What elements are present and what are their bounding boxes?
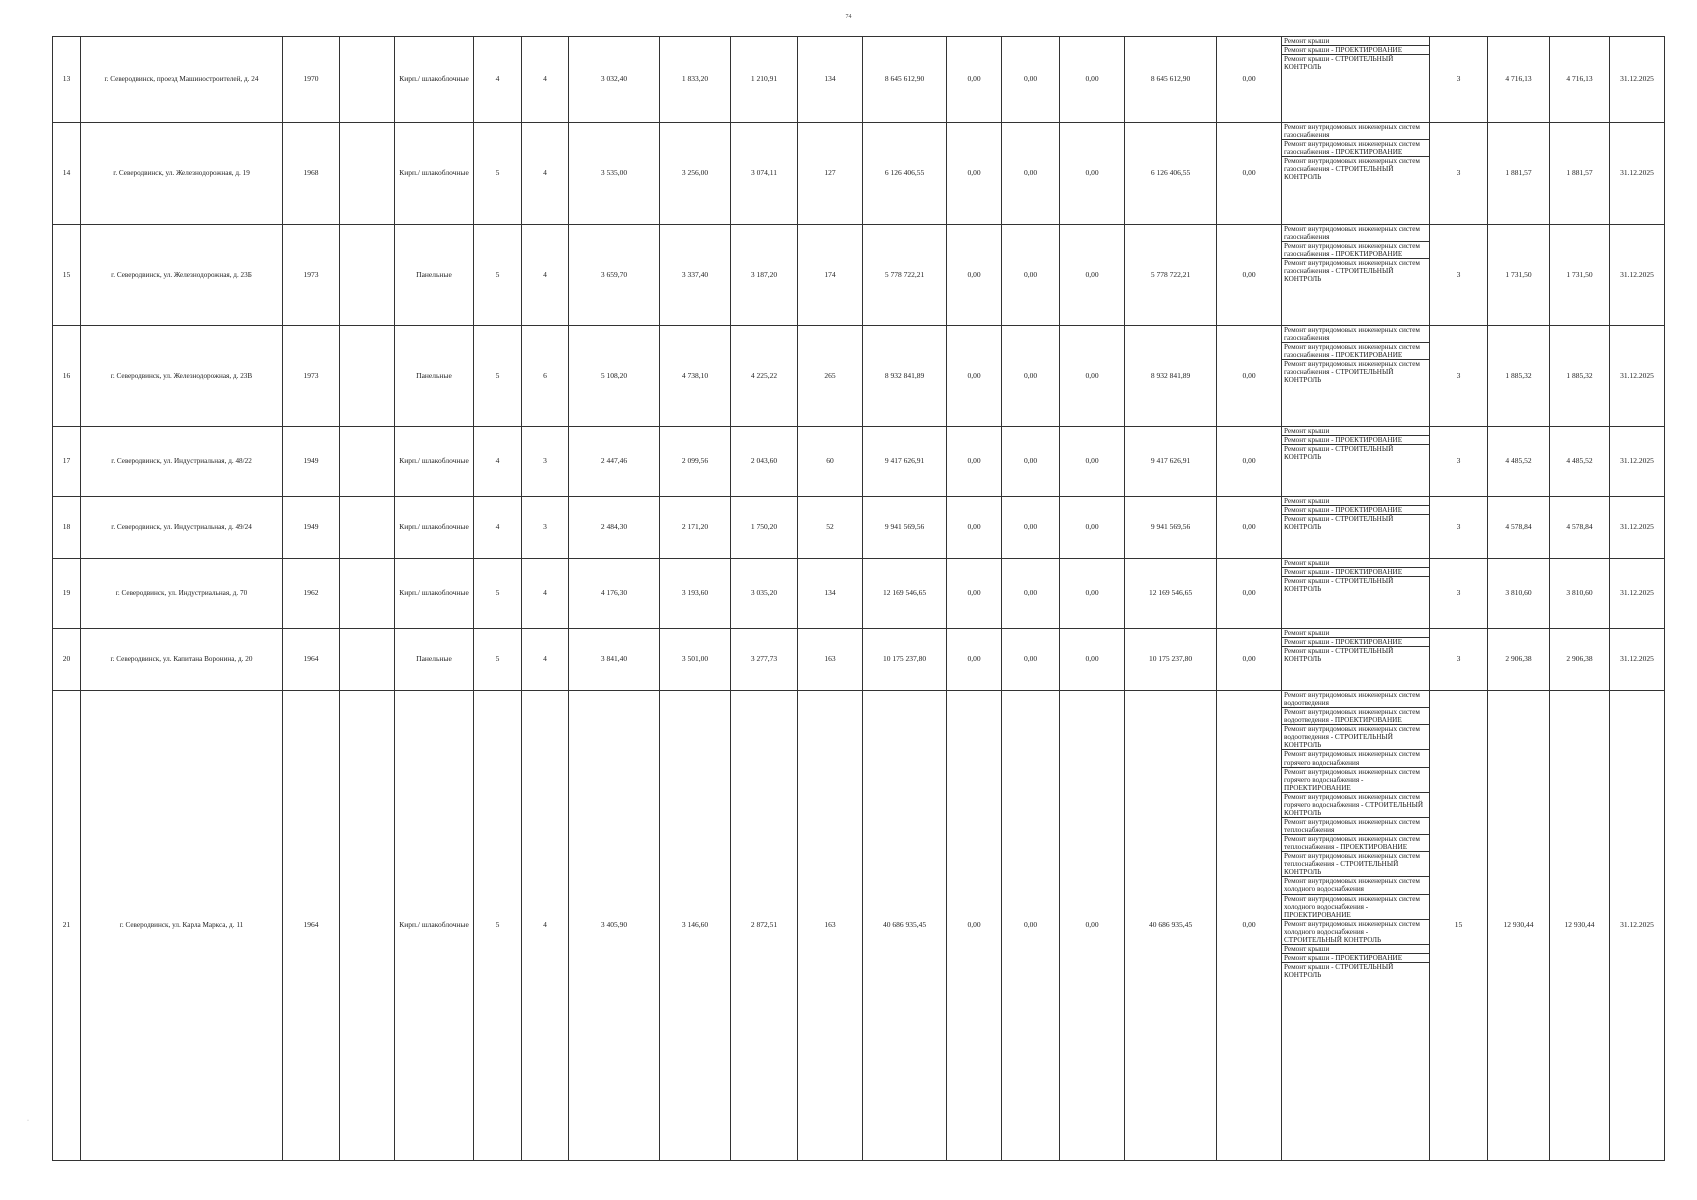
wall-material-cell: Панельные: [395, 225, 474, 326]
fund-owners-cell: 8 932 841,89: [1125, 326, 1217, 427]
fund-2-cell: 0,00: [1002, 225, 1060, 326]
fund-3-cell: 0,00: [1060, 225, 1125, 326]
area-living-cell: 3 193,60: [660, 559, 731, 629]
works-cell: [1282, 225, 1430, 326]
cost-total-cell: 12 169 546,65: [863, 559, 947, 629]
address-cell: г. Северодвинск, ул. Железнодорожная, д. 23Б: [81, 225, 283, 326]
work-item: Ремонт крыши - СТРОИТЕЛЬНЫЙ КОНТРОЛЬ: [1284, 515, 1394, 532]
residents-cell: 52: [798, 497, 863, 559]
year-built-cell: 1962: [283, 559, 340, 629]
work-item: Ремонт крыши - СТРОИТЕЛЬНЫЙ КОНТРОЛЬ: [1284, 577, 1394, 594]
floors-cell: 4: [474, 37, 522, 123]
unit-cost-cell: 4 716,13: [1488, 37, 1550, 123]
address-cell: г. Северодвинск, ул. Индустриальная, д. 70: [81, 559, 283, 629]
page-number: 74: [845, 14, 852, 20]
work-item: Ремонт внутридомовых инженерных систем холодного водоснабжения - ПРОЕКТИРОВАНИЕ: [1282, 894, 1429, 919]
fund-1-cell: 0,00: [947, 559, 1002, 629]
unit-cost-max-cell: 1 731,50: [1550, 225, 1610, 326]
work-item: Ремонт крыши - СТРОИТЕЛЬНЫЙ КОНТРОЛЬ: [1284, 55, 1394, 72]
work-item: Ремонт внутридомовых инженерных систем горячего водоснабжения - СТРОИТЕЛЬНЫЙ КОНТРОЛЬ: [1282, 792, 1429, 817]
unit-cost-cell: 2 906,38: [1488, 629, 1550, 691]
floors-cell: 5: [474, 123, 522, 225]
work-item: Ремонт крыши - СТРОИТЕЛЬНЫЙ КОНТРОЛЬ: [1284, 647, 1394, 664]
area-residential-cell: 1 210,91: [731, 37, 798, 123]
row-number: 17: [53, 427, 81, 497]
area-total-cell: 3 841,40: [569, 629, 660, 691]
year-built-cell: 1973: [283, 326, 340, 427]
work-item: Ремонт внутридомовых инженерных систем газоснабжения: [1282, 225, 1429, 242]
table-row: [53, 326, 1665, 427]
address-cell: г. Северодвинск, ул. Капитана Воронина, д. 20: [81, 629, 283, 691]
area-total-cell: 3 659,70: [569, 225, 660, 326]
fund-2-cell: 0,00: [1002, 427, 1060, 497]
area-residential-cell: 2 043,60: [731, 427, 798, 497]
cost-total-cell: 9 941 569,56: [863, 497, 947, 559]
unit-cost-cell: 1 885,32: [1488, 326, 1550, 427]
unit-cost-cell: 12 930,44: [1488, 691, 1550, 1161]
works-list: [1282, 427, 1429, 461]
year-built-cell: 1968: [283, 123, 340, 225]
fund-1-cell: 0,00: [947, 691, 1002, 1161]
work-item: Ремонт крыши: [1282, 629, 1429, 638]
works-cell: [1282, 629, 1430, 691]
floors-cell: 5: [474, 326, 522, 427]
fund-other-cell: 0,00: [1217, 225, 1282, 326]
fund-3-cell: 0,00: [1060, 37, 1125, 123]
floors-cell: 5: [474, 691, 522, 1161]
row-number: 13: [53, 37, 81, 123]
work-item: Ремонт внутридомовых инженерных систем газоснабжения: [1282, 123, 1429, 140]
works-list: [1282, 629, 1429, 663]
floors-cell: 4: [474, 427, 522, 497]
fund-1-cell: 0,00: [947, 427, 1002, 497]
year-empty-cell: [340, 629, 395, 691]
work-item: Ремонт крыши: [1282, 37, 1429, 46]
row-number: 18: [53, 497, 81, 559]
fund-3-cell: 0,00: [1060, 326, 1125, 427]
address-cell: г. Северодвинск, ул. Индустриальная, д. 48/22: [81, 427, 283, 497]
deadline-cell: 31.12.2025: [1610, 123, 1665, 225]
residents-cell: 163: [798, 691, 863, 1161]
works-cell: [1282, 559, 1430, 629]
deadline-cell: 31.12.2025: [1610, 427, 1665, 497]
works-list: [1282, 225, 1429, 283]
work-item: Ремонт внутридомовых инженерных систем теплоснабжения - ПРОЕКТИРОВАНИЕ: [1282, 835, 1429, 852]
wall-material-cell: Кирп./ шлакоблочные: [395, 123, 474, 225]
work-item: Ремонт внутридомовых инженерных систем газоснабжения - ПРОЕКТИРОВАНИЕ: [1282, 140, 1429, 157]
entrances-cell: 3: [522, 427, 569, 497]
unit-cost-max-cell: 4 716,13: [1550, 37, 1610, 123]
work-item: Ремонт крыши - ПРОЕКТИРОВАНИЕ: [1282, 46, 1429, 55]
works-count-cell: 3: [1430, 427, 1488, 497]
work-item: Ремонт внутридомовых инженерных систем горячего водоснабжения: [1282, 750, 1429, 767]
area-living-cell: 3 146,60: [660, 691, 731, 1161]
row-number: 20: [53, 629, 81, 691]
wall-material-cell: Кирп./ шлакоблочные: [395, 691, 474, 1161]
year-empty-cell: [340, 225, 395, 326]
cost-total-cell: 10 175 237,80: [863, 629, 947, 691]
work-item: Ремонт внутридомовых инженерных систем газоснабжения - ПРОЕКТИРОВАНИЕ: [1282, 343, 1429, 360]
works-list: [1282, 497, 1429, 531]
work-item: Ремонт внутридомовых инженерных систем газоснабжения - ПРОЕКТИРОВАНИЕ: [1282, 242, 1429, 259]
area-residential-cell: 3 187,20: [731, 225, 798, 326]
fund-owners-cell: 5 778 722,21: [1125, 225, 1217, 326]
work-item: Ремонт внутридомовых инженерных систем газоснабжения - СТРОИТЕЛЬНЫЙ КОНТРОЛЬ: [1284, 157, 1420, 182]
deadline-cell: 31.12.2025: [1610, 691, 1665, 1161]
fund-other-cell: 0,00: [1217, 691, 1282, 1161]
fund-owners-cell: 9 941 569,56: [1125, 497, 1217, 559]
fund-1-cell: 0,00: [947, 629, 1002, 691]
fund-other-cell: 0,00: [1217, 123, 1282, 225]
fund-2-cell: 0,00: [1002, 629, 1060, 691]
table-row: [53, 37, 1665, 123]
entrances-cell: 4: [522, 559, 569, 629]
work-item: Ремонт крыши - СТРОИТЕЛЬНЫЙ КОНТРОЛЬ: [1284, 445, 1394, 462]
unit-cost-cell: 1 731,50: [1488, 225, 1550, 326]
address-cell: г. Северодвинск, ул. Железнодорожная, д. 19: [81, 123, 283, 225]
fund-1-cell: 0,00: [947, 497, 1002, 559]
cost-total-cell: 6 126 406,55: [863, 123, 947, 225]
residents-cell: 134: [798, 559, 863, 629]
year-empty-cell: [340, 37, 395, 123]
year-built-cell: 1964: [283, 691, 340, 1161]
work-item: Ремонт крыши: [1282, 559, 1429, 568]
work-item: Ремонт крыши - ПРОЕКТИРОВАНИЕ: [1282, 568, 1429, 577]
area-residential-cell: 1 750,20: [731, 497, 798, 559]
area-total-cell: 4 176,30: [569, 559, 660, 629]
fund-owners-cell: 6 126 406,55: [1125, 123, 1217, 225]
area-living-cell: 1 833,20: [660, 37, 731, 123]
address-cell: г. Северодвинск, ул. Индустриальная, д. 49/24: [81, 497, 283, 559]
area-total-cell: 2 447,46: [569, 427, 660, 497]
works-count-cell: 3: [1430, 37, 1488, 123]
table-row: [53, 497, 1665, 559]
area-total-cell: 2 484,30: [569, 497, 660, 559]
area-living-cell: 3 337,40: [660, 225, 731, 326]
works-count-cell: 3: [1430, 497, 1488, 559]
work-item: Ремонт внутридомовых инженерных систем водоотведения - ПРОЕКТИРОВАНИЕ: [1282, 708, 1429, 725]
year-built-cell: 1949: [283, 497, 340, 559]
unit-cost-max-cell: 1 885,32: [1550, 326, 1610, 427]
unit-cost-cell: 4 485,52: [1488, 427, 1550, 497]
table-row: [53, 559, 1665, 629]
fund-other-cell: 0,00: [1217, 326, 1282, 427]
fund-1-cell: 0,00: [947, 326, 1002, 427]
works-cell: [1282, 37, 1430, 123]
unit-cost-cell: 4 578,84: [1488, 497, 1550, 559]
area-total-cell: 3 032,40: [569, 37, 660, 123]
work-item: Ремонт крыши - ПРОЕКТИРОВАНИЕ: [1282, 953, 1429, 962]
year-empty-cell: [340, 497, 395, 559]
works-cell: [1282, 497, 1430, 559]
row-number: 15: [53, 225, 81, 326]
deadline-cell: 31.12.2025: [1610, 559, 1665, 629]
work-item: Ремонт внутридомовых инженерных систем водоотведения: [1282, 691, 1429, 708]
area-total-cell: 5 108,20: [569, 326, 660, 427]
row-number: 16: [53, 326, 81, 427]
fund-owners-cell: 12 169 546,65: [1125, 559, 1217, 629]
address-cell: г. Северодвинск, ул. Карла Маркса, д. 11: [81, 691, 283, 1161]
works-list: [1282, 326, 1429, 384]
table-row: [53, 691, 1665, 1161]
floors-cell: 5: [474, 629, 522, 691]
wall-material-cell: Панельные: [395, 629, 474, 691]
year-built-cell: 1949: [283, 427, 340, 497]
fund-2-cell: 0,00: [1002, 37, 1060, 123]
work-item: Ремонт крыши: [1282, 497, 1429, 506]
work-item: Ремонт крыши: [1282, 944, 1429, 953]
area-living-cell: 2 171,20: [660, 497, 731, 559]
table-row: [53, 427, 1665, 497]
area-living-cell: 3 501,00: [660, 629, 731, 691]
works-count-cell: 3: [1430, 225, 1488, 326]
work-item: Ремонт внутридомовых инженерных систем холодного водоснабжения - СТРОИТЕЛЬНЫЙ КОНТРОЛЬ: [1282, 919, 1429, 944]
fund-1-cell: 0,00: [947, 225, 1002, 326]
area-residential-cell: 3 277,73: [731, 629, 798, 691]
wall-material-cell: Кирп./ шлакоблочные: [395, 559, 474, 629]
stray-mark: ·: [27, 1118, 29, 1124]
year-empty-cell: [340, 559, 395, 629]
work-item: Ремонт внутридомовых инженерных систем горячего водоснабжения - ПРОЕКТИРОВАНИЕ: [1282, 767, 1429, 792]
fund-3-cell: 0,00: [1060, 123, 1125, 225]
cost-total-cell: 40 686 935,45: [863, 691, 947, 1161]
cost-total-cell: 8 645 612,90: [863, 37, 947, 123]
fund-3-cell: 0,00: [1060, 559, 1125, 629]
fund-2-cell: 0,00: [1002, 326, 1060, 427]
works-list: [1282, 123, 1429, 181]
area-living-cell: 2 099,56: [660, 427, 731, 497]
work-item: Ремонт крыши - ПРОЕКТИРОВАНИЕ: [1282, 506, 1429, 515]
cost-total-cell: 8 932 841,89: [863, 326, 947, 427]
fund-other-cell: 0,00: [1217, 559, 1282, 629]
works-count-cell: 3: [1430, 629, 1488, 691]
table-row: [53, 629, 1665, 691]
fund-2-cell: 0,00: [1002, 497, 1060, 559]
fund-other-cell: 0,00: [1217, 497, 1282, 559]
works-list: [1282, 559, 1429, 593]
unit-cost-max-cell: 12 930,44: [1550, 691, 1610, 1161]
work-item: Ремонт внутридомовых инженерных систем газоснабжения: [1282, 326, 1429, 343]
residents-cell: 163: [798, 629, 863, 691]
residents-cell: 134: [798, 37, 863, 123]
year-built-cell: 1970: [283, 37, 340, 123]
fund-3-cell: 0,00: [1060, 629, 1125, 691]
deadline-cell: 31.12.2025: [1610, 37, 1665, 123]
year-built-cell: 1973: [283, 225, 340, 326]
area-residential-cell: 4 225,22: [731, 326, 798, 427]
fund-other-cell: 0,00: [1217, 37, 1282, 123]
deadline-cell: 31.12.2025: [1610, 497, 1665, 559]
fund-3-cell: 0,00: [1060, 427, 1125, 497]
fund-owners-cell: 8 645 612,90: [1125, 37, 1217, 123]
work-item: Ремонт внутридомовых инженерных систем теплоснабжения: [1282, 817, 1429, 834]
year-empty-cell: [340, 123, 395, 225]
works-cell: [1282, 123, 1430, 225]
entrances-cell: 3: [522, 497, 569, 559]
deadline-cell: 31.12.2025: [1610, 326, 1665, 427]
floors-cell: 5: [474, 559, 522, 629]
deadline-cell: 31.12.2025: [1610, 629, 1665, 691]
work-item: Ремонт внутридомовых инженерных систем холодного водоснабжения: [1282, 877, 1429, 894]
wall-material-cell: Панельные: [395, 326, 474, 427]
works-cell: [1282, 691, 1430, 1161]
year-empty-cell: [340, 691, 395, 1161]
work-item: Ремонт внутридомовых инженерных систем теплоснабжения - СТРОИТЕЛЬНЫЙ КОНТРОЛЬ: [1282, 852, 1429, 877]
residents-cell: 127: [798, 123, 863, 225]
works-list: [1282, 37, 1429, 71]
row-number: 19: [53, 559, 81, 629]
entrances-cell: 4: [522, 691, 569, 1161]
year-empty-cell: [340, 326, 395, 427]
residents-cell: 174: [798, 225, 863, 326]
fund-3-cell: 0,00: [1060, 691, 1125, 1161]
cost-total-cell: 5 778 722,21: [863, 225, 947, 326]
entrances-cell: 6: [522, 326, 569, 427]
unit-cost-max-cell: 2 906,38: [1550, 629, 1610, 691]
wall-material-cell: Кирп./ шлакоблочные: [395, 497, 474, 559]
unit-cost-max-cell: 4 485,52: [1550, 427, 1610, 497]
fund-3-cell: 0,00: [1060, 497, 1125, 559]
area-residential-cell: 3 074,11: [731, 123, 798, 225]
fund-2-cell: 0,00: [1002, 691, 1060, 1161]
works-count-cell: 3: [1430, 123, 1488, 225]
work-item: Ремонт внутридомовых инженерных систем водоотведения - СТРОИТЕЛЬНЫЙ КОНТРОЛЬ: [1282, 725, 1429, 750]
residents-cell: 265: [798, 326, 863, 427]
residents-cell: 60: [798, 427, 863, 497]
entrances-cell: 4: [522, 629, 569, 691]
fund-other-cell: 0,00: [1217, 629, 1282, 691]
fund-2-cell: 0,00: [1002, 123, 1060, 225]
wall-material-cell: Кирп./ шлакоблочные: [395, 37, 474, 123]
fund-owners-cell: 9 417 626,91: [1125, 427, 1217, 497]
works-count-cell: 15: [1430, 691, 1488, 1161]
fund-1-cell: 0,00: [947, 123, 1002, 225]
work-item: Ремонт крыши - СТРОИТЕЛЬНЫЙ КОНТРОЛЬ: [1284, 963, 1394, 980]
works-list: [1282, 691, 1429, 979]
works-count-cell: 3: [1430, 559, 1488, 629]
area-residential-cell: 3 035,20: [731, 559, 798, 629]
year-built-cell: 1964: [283, 629, 340, 691]
fund-1-cell: 0,00: [947, 37, 1002, 123]
row-number: 21: [53, 691, 81, 1161]
fund-2-cell: 0,00: [1002, 559, 1060, 629]
work-item: Ремонт внутридомовых инженерных систем газоснабжения - СТРОИТЕЛЬНЫЙ КОНТРОЛЬ: [1284, 259, 1420, 284]
address-cell: г. Северодвинск, ул. Железнодорожная, д. 23В: [81, 326, 283, 427]
area-total-cell: 3 405,90: [569, 691, 660, 1161]
unit-cost-cell: 3 810,60: [1488, 559, 1550, 629]
table-row: [53, 123, 1665, 225]
table-row: [53, 225, 1665, 326]
floors-cell: 4: [474, 497, 522, 559]
entrances-cell: 4: [522, 123, 569, 225]
work-item: Ремонт внутридомовых инженерных систем газоснабжения - СТРОИТЕЛЬНЫЙ КОНТРОЛЬ: [1284, 360, 1420, 385]
row-number: 14: [53, 123, 81, 225]
wall-material-cell: Кирп./ шлакоблочные: [395, 427, 474, 497]
entrances-cell: 4: [522, 37, 569, 123]
work-item: Ремонт крыши - ПРОЕКТИРОВАНИЕ: [1282, 638, 1429, 647]
work-item: Ремонт крыши - ПРОЕКТИРОВАНИЕ: [1282, 436, 1429, 445]
unit-cost-max-cell: 4 578,84: [1550, 497, 1610, 559]
fund-owners-cell: 40 686 935,45: [1125, 691, 1217, 1161]
area-residential-cell: 2 872,51: [731, 691, 798, 1161]
area-living-cell: 4 738,10: [660, 326, 731, 427]
fund-other-cell: 0,00: [1217, 427, 1282, 497]
year-empty-cell: [340, 427, 395, 497]
entrances-cell: 4: [522, 225, 569, 326]
work-item: Ремонт крыши: [1282, 427, 1429, 436]
area-total-cell: 3 535,00: [569, 123, 660, 225]
unit-cost-max-cell: 3 810,60: [1550, 559, 1610, 629]
deadline-cell: 31.12.2025: [1610, 225, 1665, 326]
floors-cell: 5: [474, 225, 522, 326]
program-table: [52, 36, 1665, 1161]
works-cell: [1282, 326, 1430, 427]
area-living-cell: 3 256,00: [660, 123, 731, 225]
address-cell: г. Северодвинск, проезд Машиностроителей, д. 24: [81, 37, 283, 123]
works-cell: [1282, 427, 1430, 497]
cost-total-cell: 9 417 626,91: [863, 427, 947, 497]
unit-cost-max-cell: 1 881,57: [1550, 123, 1610, 225]
works-count-cell: 3: [1430, 326, 1488, 427]
unit-cost-cell: 1 881,57: [1488, 123, 1550, 225]
fund-owners-cell: 10 175 237,80: [1125, 629, 1217, 691]
